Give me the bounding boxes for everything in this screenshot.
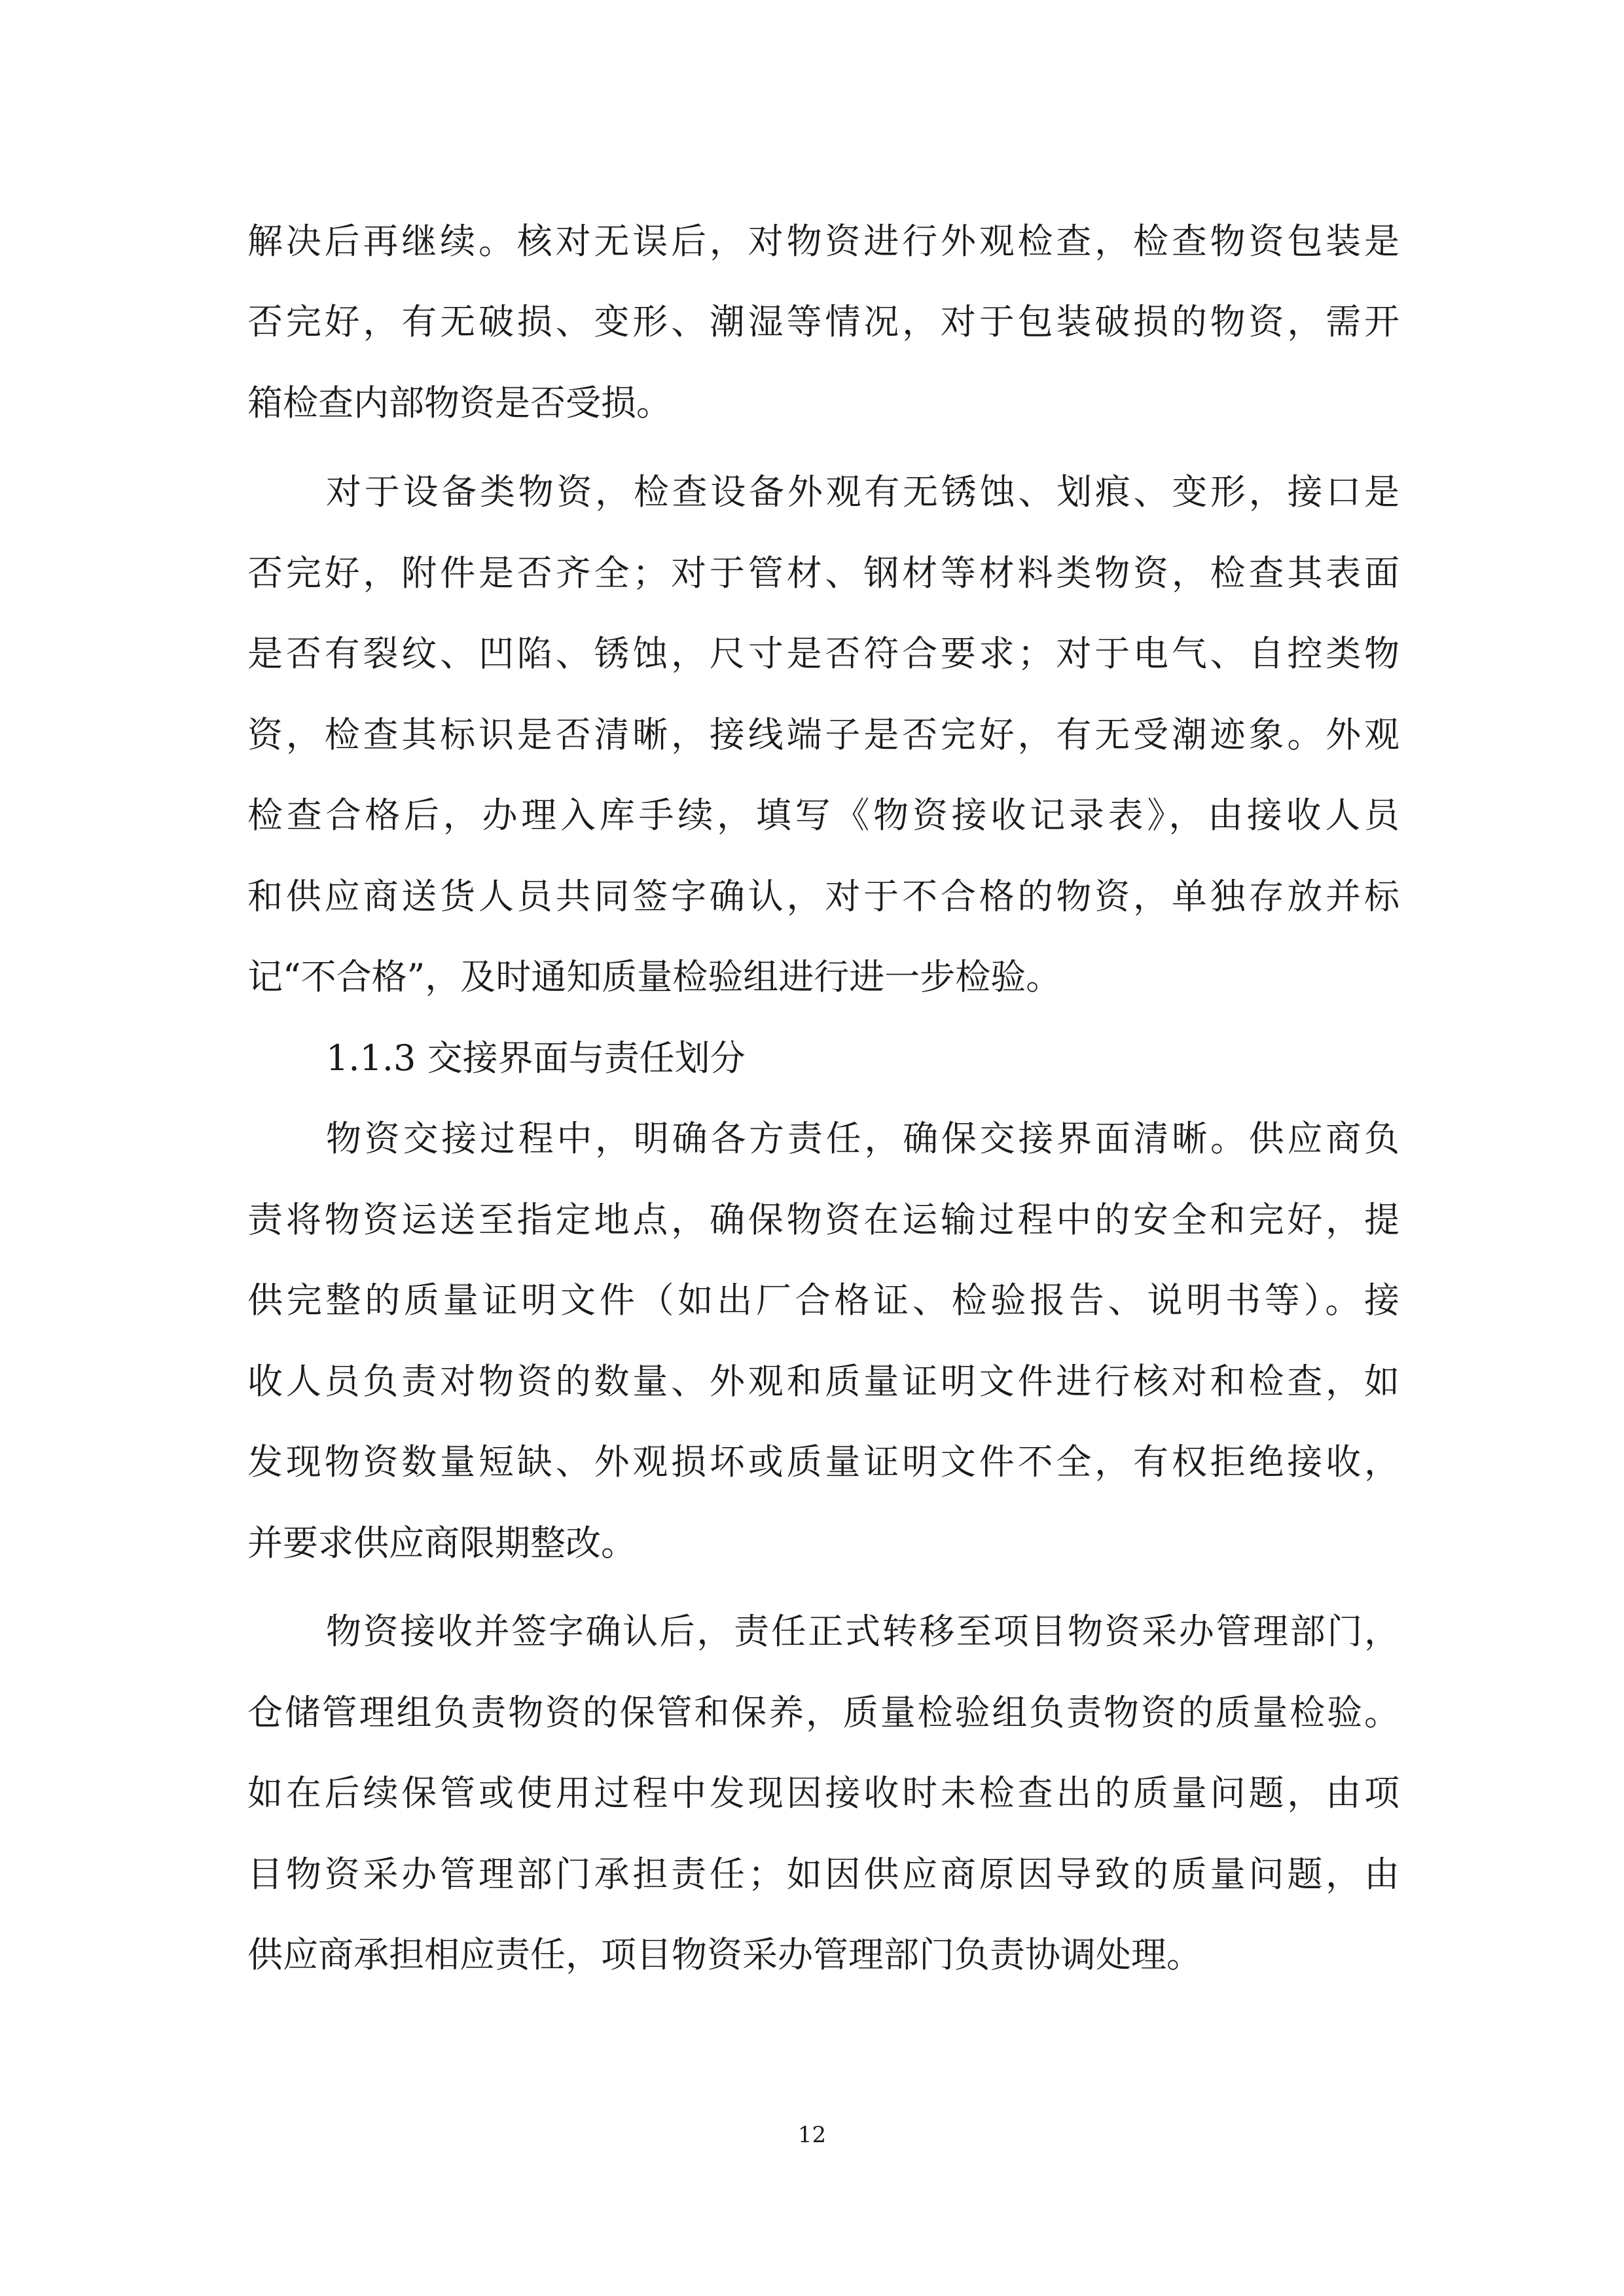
paragraph-line: 收人员负责对物资的数量、外观和质量证明文件进行核对和检查，如 — [247, 1361, 1399, 1402]
paragraph-line: 检查合格后，办理入库手续，填写《物资接收记录表》，由接收人员 — [247, 795, 1399, 836]
paragraph-line: 否完好，有无破损、变形、潮湿等情况，对于包装破损的物资，需开 — [247, 301, 1399, 342]
paragraph-line: 是否有裂纹、凹陷、锈蚀，尺寸是否符合要求；对于电气、自控类物 — [247, 633, 1399, 674]
paragraph-line: 供完整的质量证明文件（如出厂合格证、检验报告、说明书等）。接 — [247, 1280, 1399, 1321]
paragraph-line: 如在后续保管或使用过程中发现因接收时未检查出的质量问题，由项 — [247, 1772, 1399, 1814]
paragraph-line: 仓储管理组负责物资的保管和保养，质量检验组负责物资的质量检验。 — [247, 1692, 1399, 1733]
paragraph-line: 和供应商送货人员共同签字确认，对于不合格的物资，单独存放并标 — [247, 876, 1399, 917]
paragraph-line: 供应商承担相应责任，项目物资采办管理部门负责协调处理。 — [247, 1934, 1202, 1975]
paragraph-line: 并要求供应商限期整改。 — [247, 1522, 636, 1564]
page-number: 12 — [797, 2122, 827, 2148]
paragraph-line: 记“不合格”，及时通知质量检验组进行进一步检验。 — [247, 956, 1062, 997]
paragraph-line: 解决后再继续。核对无误后，对物资进行外观检查，检查物资包装是 — [247, 221, 1399, 262]
paragraph-line: 对于设备类物资，检查设备外观有无锈蚀、划痕、变形，接口是 — [326, 471, 1399, 512]
paragraph-line: 物资接收并签字确认后，责任正式转移至项目物资采办管理部门， — [326, 1611, 1399, 1652]
section-heading: 1.1.3 交接界面与责任划分 — [326, 1037, 746, 1079]
paragraph-line: 否完好，附件是否齐全；对于管材、钢材等材料类物资，检查其表面 — [247, 552, 1399, 594]
paragraph-line: 发现物资数量短缺、外观损坏或质量证明文件不全，有权拒绝接收， — [247, 1441, 1399, 1482]
paragraph-line: 物资交接过程中，明确各方责任，确保交接界面清晰。供应商负 — [326, 1118, 1399, 1159]
paragraph-line: 目物资采办管理部门承担责任；如因供应商原因导致的质量问题，由 — [247, 1854, 1399, 1895]
paragraph-line: 资，检查其标识是否清晰，接线端子是否完好，有无受潮迹象。外观 — [247, 714, 1399, 755]
paragraph-line: 责将物资运送至指定地点，确保物资在运输过程中的安全和完好，提 — [247, 1199, 1399, 1240]
paragraph-line: 箱检查内部物资是否受损。 — [247, 382, 672, 423]
